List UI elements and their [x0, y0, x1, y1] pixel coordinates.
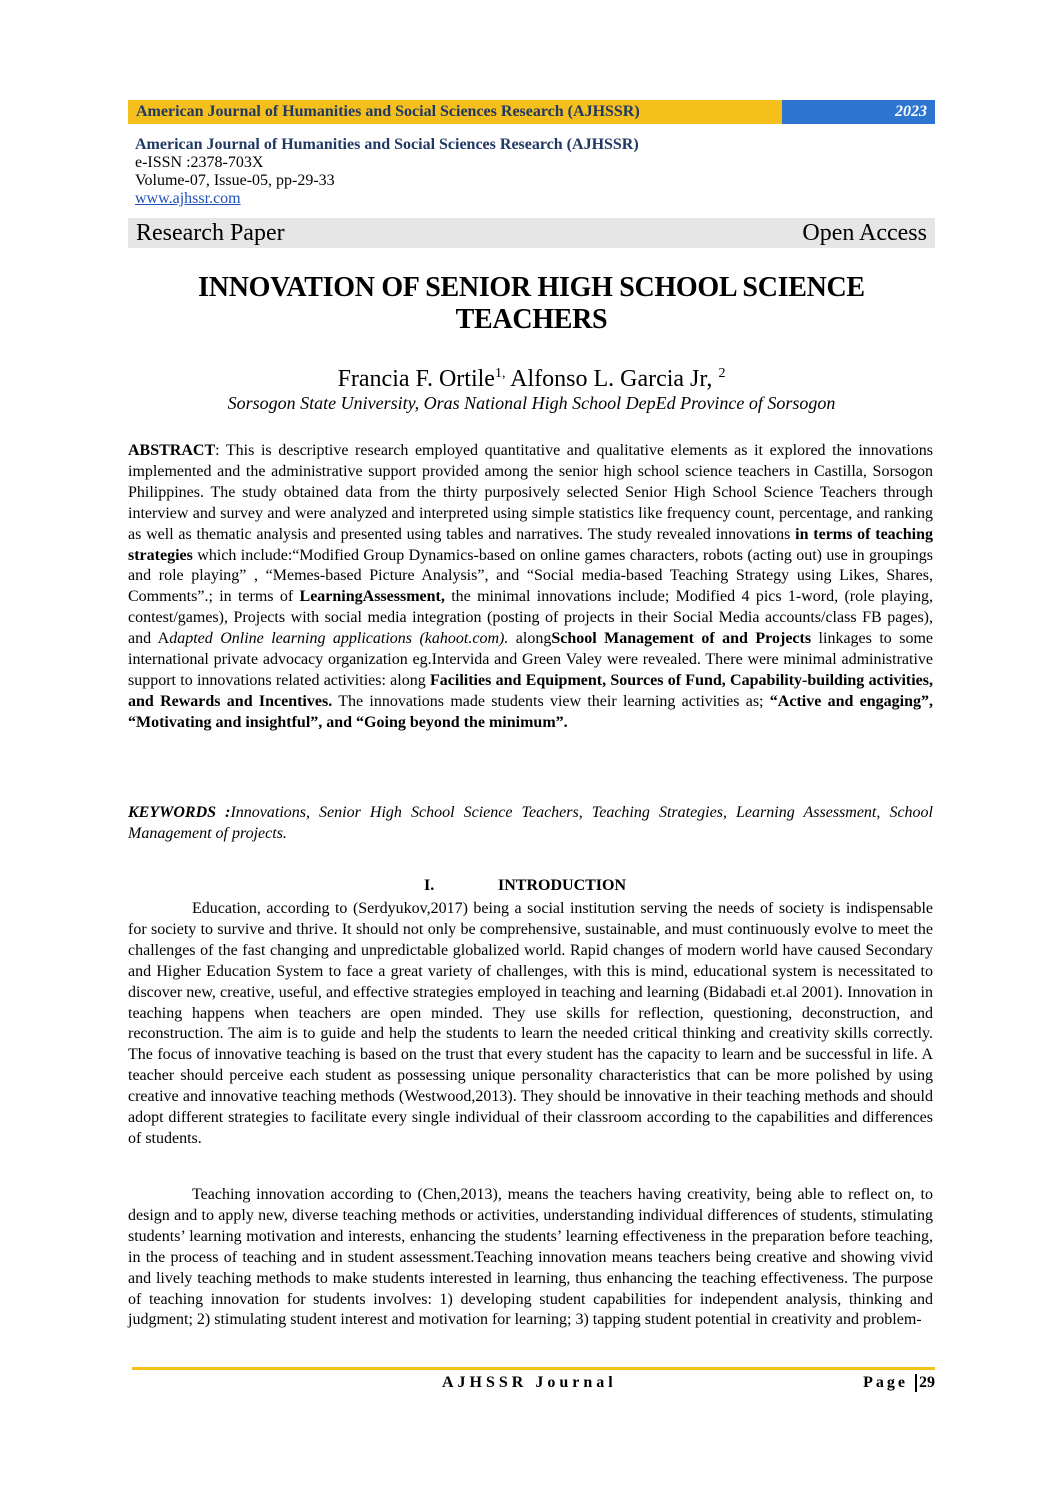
author-affiliation-marker: 1,	[494, 366, 506, 381]
keywords-label: KEYWORDS :	[128, 804, 231, 821]
section-title: INTRODUCTION	[498, 877, 627, 894]
abstract-text: : This is descriptive research employed quantitative and qualitative elements as it explored the innovations implemented and the administrative support provided among the senior high school science teachers in Castilla, Sorsogon Philippines. The study obtained data from the thirty purposively selected Senior High School Science Teachers through interview and survey and were analyzed and interpreted using simple statistics like frequency count, percentage, and ranking as well as thematic analysis and presented using tables and narratives. The study revealed innovations	[128, 442, 933, 543]
journal-website-link[interactable]: www.ajhssr.com	[135, 190, 241, 207]
author-affiliation: Sorsogon State University, Oras National High School DepEd Province of Sorsogon	[227, 393, 836, 413]
header-year: 2023	[782, 100, 935, 124]
access-type-label: Open Access	[802, 219, 927, 246]
meta-journal-name: American Journal of Humanities and Social Sciences Research (AJHSSR)	[135, 136, 639, 153]
abstract-emphasis: “Active and engaging”, “Motivating and insightful”, and “Going beyond the minimum”.	[128, 692, 934, 731]
page-footer	[132, 1374, 935, 1398]
meta-volume: Volume-07, Issue-05, pp-29-33	[135, 172, 335, 189]
body-paragraph: Education, according to (Serdyukov,2017) being a social institution serving the needs of society is indispensable for society to survive and thrive. It should not only be comprehensive, sustainable, and must continuously evolve to meet the challenges of the fast changing and unpredictable globalized world. Rapid changes of modern world have caused Secondary and Higher Education System to face a great variety of challenges, with this is mind, educational system is necessitated to discover new, creative, useful, and effective strategies employed in teaching and learning (Bidabadi et.al 2001). Innovation in teaching happens when teachers are open minded. They use skills for reflection, questioning, deconstruction, and reconstruction. The aim is to guide and help the students to learn the needed critical thinking and creativity skills correctly. The focus of innovative teaching is based on the trust that every student has the capacity to learn and be successful in life. A teacher should perceive each student as possessing unique personality characteristics that can be more polished by using creative and innovative teaching methods (Westwood,2013). They should be innovative in their teaching methods and should adopt different strategies to facilitate every single individual of their classroom according to the capabilities and differences of students.	[128, 900, 933, 1147]
abstract-text: the minimal innovations include; Modified 4 pics 1-word, (role playing, contest/games), Projects with social media integration (posting of projects in their Social Media accounts/class FB pages), and A	[128, 588, 933, 648]
abstract-emphasis: in terms of teaching strategies	[128, 525, 934, 564]
footer-separator	[915, 1374, 917, 1392]
abstract-italic: dapted Online learning applications (kahoot.com).	[169, 630, 509, 648]
journal-meta	[135, 136, 639, 208]
abstract-emphasis: Facilities and Equipment, Sources of Fund, Capability-building activities, and Rewards and Incentives.	[128, 671, 933, 710]
footer-page-number: 29	[919, 1374, 935, 1391]
footer-journal: AJHSSR Journal	[442, 1374, 617, 1391]
author-name: Alfonso L. Garcia Jr,	[505, 366, 719, 392]
abstract-emphasis: School Management of and Projects	[551, 630, 812, 648]
abstract-text: along	[508, 630, 552, 648]
abstract-text: The innovations made students view their learning activities as;	[332, 692, 770, 710]
keywords	[128, 803, 933, 845]
abstract-text: linkages to some international private advocacy organization eg.Intervida and Green Valey were revealed. There were minimal administrative support to innovations related activities: along	[128, 630, 934, 689]
footer-page	[863, 1374, 935, 1392]
meta-eissn: e-ISSN :2378-703X	[135, 154, 264, 171]
author-affiliation-marker: 2	[718, 366, 726, 381]
footer-page-label: Page	[863, 1374, 908, 1391]
paper-type-label: Research Paper	[136, 219, 285, 246]
author-list	[128, 360, 935, 393]
running-header	[128, 100, 935, 124]
abstract-text: which include:“Modified Group Dynamics-based on online games characters, robots (acting out) use in groupings and role playing” , “Memes-based Picture Analysis”, and “Social media-based Teaching Strategy using Likes, Shares, Comments”.; in terms of	[128, 546, 933, 606]
abstract-emphasis: LearningAssessment,	[299, 588, 445, 606]
body-paragraph: Teaching innovation according to (Chen,2013), means the teachers having creativity, being able to reflect on, to design and to apply new, diverse teaching methods or activities, understanding individual differences of students, stimulating students’ learning motivation and interests, enhancing the students’ learning effectiveness in the preparation before teaching, in the process of teaching and in student assessment.Teaching innovation means teachers being creative and showing vivid and lively teaching methods to make students interested in learning, thus enhancing the teaching effectiveness. The purpose of teaching innovation for students involves: 1) developing student capabilities for independent analysis, thinking and judgment; 2) stimulating student interest and motivation for learning; 3) tapping student potential in creativity and problem-	[128, 1186, 933, 1329]
abstract-label: ABSTRACT	[128, 442, 216, 459]
header-journal-name: American Journal of Humanities and Social Sciences Research (AJHSSR)	[128, 100, 782, 124]
author-name: Francia F. Ortile	[337, 366, 495, 392]
keywords-text: Innovations, Senior High School Science Teachers, Teaching Strategies, Learning Assessment, School Management of projects.	[128, 804, 933, 842]
paper-title: INNOVATION OF SENIOR HIGH SCHOOL SCIENCE TEACHERS	[198, 272, 865, 335]
section-number: I.	[424, 877, 435, 894]
footer-divider	[132, 1367, 935, 1370]
abstract	[128, 441, 933, 734]
paper-type-bar	[128, 218, 935, 248]
